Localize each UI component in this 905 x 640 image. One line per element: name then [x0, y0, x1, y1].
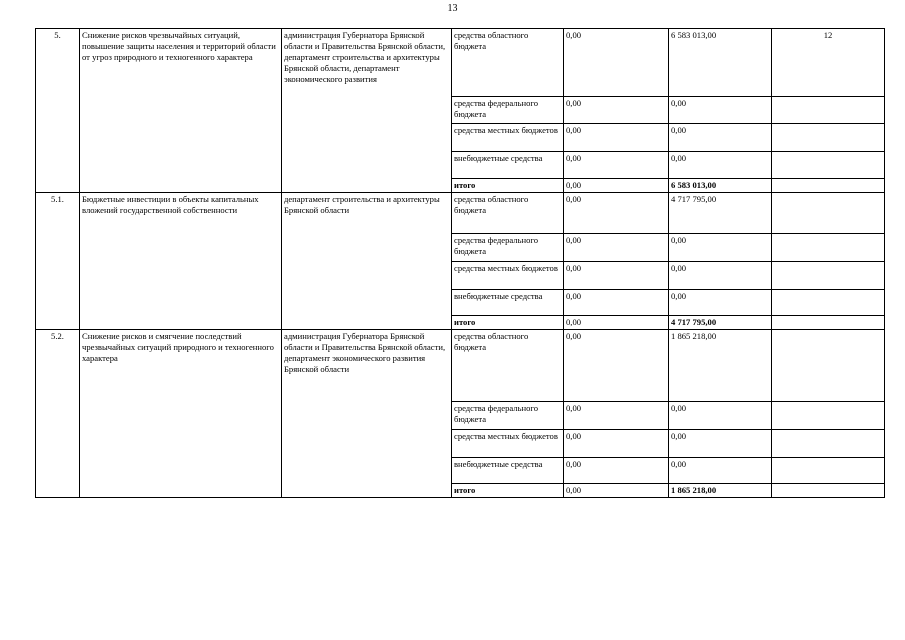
total-label: итого — [452, 316, 564, 330]
extra-col: 12 — [772, 29, 885, 97]
extra-col — [772, 290, 885, 316]
total-amount-1: 0,00 — [564, 179, 669, 193]
amount-col-2: 0,00 — [669, 402, 772, 430]
amount-col-2: 0,00 — [669, 97, 772, 124]
extra-col — [772, 430, 885, 458]
amount-col-1: 0,00 — [564, 430, 669, 458]
funding-source: средства федерального бюджета — [452, 97, 564, 124]
item-executor: департамент строительства и архитектуры Брянской области — [282, 193, 452, 330]
amount-col-1: 0,00 — [564, 402, 669, 430]
extra-col — [772, 402, 885, 430]
amount-col-1: 0,00 — [564, 152, 669, 179]
item-title: Снижение рисков чрезвычайных ситуаций, повышение защиты населения и территорий области от угроз природного и техногенного характера — [80, 29, 282, 193]
amount-col-1: 0,00 — [564, 124, 669, 152]
amount-col-2: 0,00 — [669, 290, 772, 316]
amount-col-1: 0,00 — [564, 290, 669, 316]
total-amount-2: 6 583 013,00 — [669, 179, 772, 193]
amount-col-1: 0,00 — [564, 97, 669, 124]
extra-col — [772, 330, 885, 402]
extra-col — [772, 316, 885, 330]
amount-col-2: 0,00 — [669, 124, 772, 152]
amount-col-1: 0,00 — [564, 262, 669, 290]
extra-col — [772, 152, 885, 179]
funding-source: средства федерального бюджета — [452, 234, 564, 262]
amount-col-2: 6 583 013,00 — [669, 29, 772, 97]
table-row — [36, 193, 885, 234]
extra-col — [772, 458, 885, 484]
funding-source: средства федерального бюджета — [452, 402, 564, 430]
extra-col — [772, 262, 885, 290]
item-number: 5. — [36, 29, 80, 193]
amount-col-2: 0,00 — [669, 234, 772, 262]
item-number: 5.1. — [36, 193, 80, 330]
funding-source: внебюджетные средства — [452, 458, 564, 484]
table-row — [36, 29, 885, 97]
page-number: 13 — [447, 3, 458, 14]
total-label: итого — [452, 484, 564, 498]
funding-source: средства местных бюджетов — [452, 262, 564, 290]
amount-col-2: 1 865 218,00 — [669, 330, 772, 402]
funding-source: средства местных бюджетов — [452, 430, 564, 458]
total-label: итого — [452, 179, 564, 193]
extra-col — [772, 97, 885, 124]
funding-source: средства местных бюджетов — [452, 124, 564, 152]
amount-col-1: 0,00 — [564, 330, 669, 402]
item-title: Бюджетные инвестиции в объекты капитальных вложений государственной собственности — [80, 193, 282, 330]
funding-source: средства областного бюджета — [452, 29, 564, 97]
amount-col-2: 0,00 — [669, 152, 772, 179]
amount-col-1: 0,00 — [564, 29, 669, 97]
total-amount-1: 0,00 — [564, 484, 669, 498]
item-executor: администрация Губернатора Брянской области и Правительства Брянской области, департамент строительства и архитектуры Брянской области, департамент экономического развития — [282, 29, 452, 193]
extra-col — [772, 484, 885, 498]
extra-col — [772, 193, 885, 234]
amount-col-2: 0,00 — [669, 430, 772, 458]
item-title: Снижение рисков и смягчение последствий чрезвычайных ситуаций природного и техногенного характера — [80, 330, 282, 498]
amount-col-2: 0,00 — [669, 458, 772, 484]
amount-col-1: 0,00 — [564, 193, 669, 234]
extra-col — [772, 234, 885, 262]
item-number: 5.2. — [36, 330, 80, 498]
amount-col-2: 4 717 795,00 — [669, 193, 772, 234]
amount-col-2: 0,00 — [669, 262, 772, 290]
program-table — [35, 28, 885, 498]
funding-source: внебюджетные средства — [452, 152, 564, 179]
amount-col-1: 0,00 — [564, 458, 669, 484]
total-amount-1: 0,00 — [564, 316, 669, 330]
total-amount-2: 1 865 218,00 — [669, 484, 772, 498]
funding-source: внебюджетные средства — [452, 290, 564, 316]
table-row — [36, 330, 885, 402]
funding-source: средства областного бюджета — [452, 193, 564, 234]
extra-col — [772, 179, 885, 193]
item-executor: администрация Губернатора Брянской области и Правительства Брянской области, департамент экономического развития Брянской области — [282, 330, 452, 498]
funding-source: средства областного бюджета — [452, 330, 564, 402]
amount-col-1: 0,00 — [564, 234, 669, 262]
extra-col — [772, 124, 885, 152]
total-amount-2: 4 717 795,00 — [669, 316, 772, 330]
